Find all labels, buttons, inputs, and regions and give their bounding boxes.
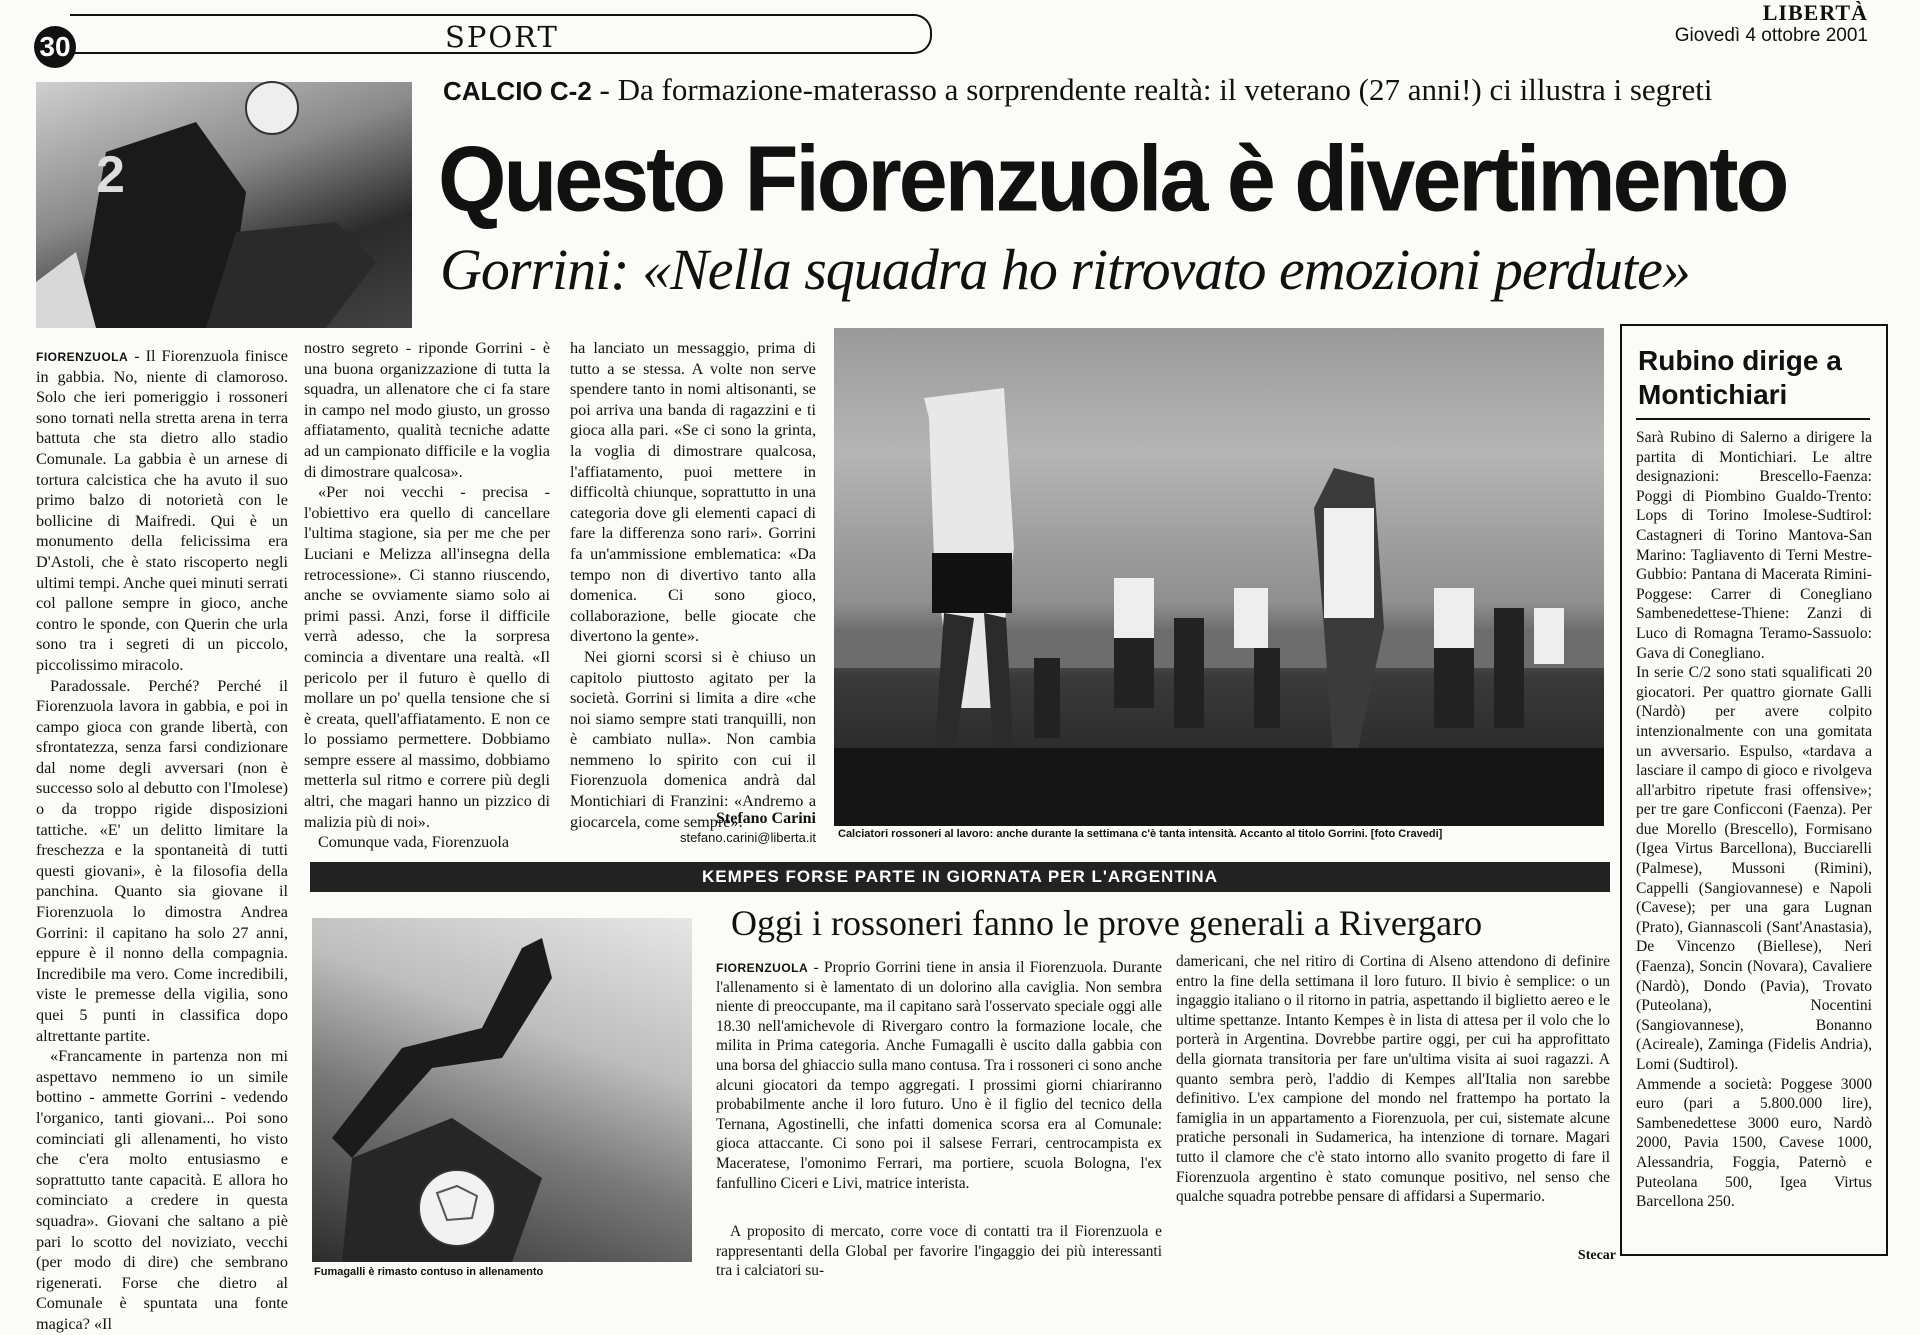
- page-number: 30: [34, 26, 76, 68]
- masthead: LIBERTÀ: [1762, 0, 1868, 25]
- kicker: [443, 72, 1883, 108]
- issue-date: Giovedì 4 ottobre 2001: [1674, 25, 1868, 46]
- match-photo-art: [36, 82, 412, 328]
- headline: Questo Fiorenzuola è divertimento: [438, 126, 1787, 231]
- goalkeeper-photo: [312, 918, 692, 1262]
- subheadline: Gorrini: «Nella squadra ho ritrovato emozioni perdute»: [440, 237, 1690, 302]
- paragraph: Nei giorni scorsi si è chiuso un capitolo piuttosto agitato per la società. Gorrini si limita a dire «che noi siamo sempre stati tranquilli, non è cambiato nulla». Non cambia nemmeno lo spirito con cui il Fiorenzuola domenica andrà dal Montichiari di Franzini: «Andremo a giocarcela, come sempre».: [570, 647, 816, 831]
- kicker-text: - Da formazione-materasso a sorprendente realtà: il veterano (27 anni!) ci illustra i segreti: [591, 72, 1713, 107]
- dateline: FIORENZUOLA: [36, 350, 129, 364]
- svg-text:2: 2: [96, 146, 125, 204]
- goalkeeper-photo-caption: Fumagalli è rimasto contuso in allenamento: [314, 1266, 544, 1278]
- sidebar-title: Rubino dirige a Montichiari: [1638, 345, 1842, 410]
- paragraph: In serie C/2 sono stati squalificati 20 giocatori. Per quattro giornate Galli (Nardò) per avere colpito intenzionalmente con una gomitata un avversario. Espulso, «tardava a lasciare il campo di gioco e rivolgeva all'arbitro ripetute frasi offensive»; per tre gare Conficconi (Faenza). Per due Morello (Brescello), Formisano (Igea Virtus Barcellona), Bucciarelli (Palmese), Mussoni (Rimini), Cappelli (Sangiovannese) e Napoli (Cavese); per una gara Lugnan (Prato), Giannascoli (Sant'Anastasia), De Vincenzo (Biellese), Neri (Faenza), Soncin (Novara), Cavaliere (Nardò), Dondo (Pavia), Trovato (Puteolana), Nocentini (Sangiovannese), Bonanno (Acireale), Zaminga (Fidelis Andria), Lomi (Sudtirol).: [1636, 664, 1872, 1073]
- paragraph: «Francamente in partenza non mi aspettavo nemmeno io un simile bottino - ammette Gorrini - vedendo l'organico, tanti giovani... Poi sono cominciati gli allenamenti, ho visto che c'era molto entusiasmo e soprattutto tante capacità. E allora ho cominciato a credere in questa squadra». Giovani che saltano a piè pari lo scotto del noviziato, vecchi (per modo di dire) che sembrano rigenerati. Forse che dietro al Comunale è spuntata una fonte magica? «Il: [36, 1047, 288, 1333]
- second-dateline: FIORENZUOLA: [716, 961, 809, 975]
- paragraph: ha lanciato un messaggio, prima di tutto a se stessa. A volte non serve spendere tanto in nomi altisonanti, se poi arriva una banda di ragazzini e ti gioca alla pari. «Se ci sono la grinta, la voglia di dimostrare qualcosa, l'affiatamento, puoi mettere in difficoltà chiunque, soprattutto in una categoria dove gli elementi capaci di fare la differenza sono rari». Gorrini fa un'ammissione emblematica: «Da tempo non di divertivo tanto alla domenica. Ci sono gioco, collaborazione, belle giocate che divertono la gente».: [570, 339, 816, 646]
- match-photo: [36, 82, 412, 328]
- sidebar-text: [1636, 428, 1872, 1248]
- paragraph: «Per noi vecchi - precisa - l'obiettivo era quello di cancellare l'ultima stagione, sia per me che per Luciani e Melizza all'insegna della retrocessione». Ci stanno riuscendo, anche se ovviamente siamo solo ai primi passi. Anzi, forse il difficile verrà adesso, che la sorpresa comincia a diventare una realtà. «Il pericolo per il futuro è quello di mollare un po' quella tensione che si è creata, quell'affiatamento. E non ce lo possiamo permettere. Dobbiamo sempre essere al massimo, dobbiamo metterla sul ritmo e correre più degli altri, che magari hanno un pizzico di malizia più di noi».: [304, 483, 550, 831]
- paragraph: nostro segreto - riponde Gorrini - è una buona organizzazione di tutta la squadra, un allenatore che ci fa stare in campo nel modo giusto, un grosso affiatamento, qualità tecniche adatte ad un campionato difficile e la voglia di dimostrare qualcosa».: [304, 339, 550, 481]
- training-photo-art: [834, 328, 1604, 826]
- goalkeeper-photo-art: [312, 918, 692, 1262]
- paragraph: damericani, che nel ritiro di Cortina di Alseno attendono di definire entro la fine della settimana il loro futuro. Il bivio è semplice: o un ingaggio italiano o il ritorno in patria, aspettando il biglietto aereo e le ultime spettanze. Intanto Kempes è in lista di attesa per il volo che lo porterà in Argentina. Dovrebbe partire oggi, per cui ha approfittato della giornata transitoria per fare un'ultima visita ai suoi ragazzi. A quanto sembra però, l'addio di Kempes all'Italia non sarebbe definitivo. L'ex campione del mondo nel frattempo ha portato la famiglia in un appartamento a Fiorenzuola, per cui, sistemate alcune pratiche personali in Sudamerica, ha intenzione di tornare. Magari tutto il clamore che c'è stato intorno allo svanito progetto di fare il Fiorenzuola argentino è stato comunque positivo, nel senso che qualche squadra potrebbe pensare di affidarsi a Supermario.: [1176, 953, 1610, 1206]
- sidebar-rule: [1636, 418, 1870, 420]
- second-article-column-2: [1176, 952, 1610, 1248]
- section-label: SPORT: [445, 20, 559, 54]
- training-photo: [834, 328, 1604, 826]
- paragraph: Ammende a società: Poggese 3000 euro (pari a 5.800.000 lire), Sambenedettese 3000 euro, Nardò 2000, Pavia 1500, Cavese 1000, Alessandria, Foggia, Paternò e Puteolana 500, Igea Virtus Barcellona 250.: [1636, 1075, 1872, 1211]
- paragraph: FIORENZUOLA - Proprio Gorrini tiene in ansia il Fiorenzuola. Durante l'allenamento si è lamentato di un dolorino alla caviglia. Non sembra niente di preoccupante, ma il capitano sarà l'osservato speciale oggi alle 18.30 nell'amichevole di Rivergaro contro la formazione locale, che milita in Prima categoria. Anche Fumagalli è uscito dalla gabbia con una borsa del ghiaccio sulla mano contusa. Tra i rossoneri ci sono anche alcuni giocatori da tempo aggregati. I prossimi giorni chiariranno probabilmente anche il loro futuro. Uno è il figlio del tecnico della Ternana, Agostinelli, che infatti domenica scorsa era al Comunale: gioca attaccante. Ci sono poi il salsese Ferrari, centrocampista ex Maceratese, l'omonimo Ferrari, ma portiere, scuola Bologna, l'ex fanfullino Ciceri e Livi, matrice interista.: [716, 959, 1162, 1192]
- training-photo-caption: Calciatori rossoneri al lavoro: anche durante la settimana c'è tanta intensità. Accanto al titolo Gorrini. [foto Cravedi]: [838, 828, 1443, 840]
- second-article-column-1b: [716, 1222, 1162, 1278]
- second-headline: Oggi i rossoneri fanno le prove generali a Rivergaro: [731, 903, 1483, 943]
- author-email: stefano.carini@liberta.it: [679, 830, 816, 845]
- article-column-1: [36, 346, 288, 1333]
- paragraph: A proposito di mercato, corre voce di contatti tra il Fiorenzuola e rappresentanti della Global per favorire l'ingaggio dei più interessanti tra i calciatori su-: [716, 1223, 1162, 1280]
- paragraph: Paradossale. Perché? Perché il Fiorenzuola lavora in gabbia, e poi in campo gioca con grande libertà, con sfrontatezza, senza farsi condizionare dal nome degli avversari (non è successo solo al debutto con l'Imolese) o da troppo rigide disposizioni tattiche. «E' un delitto limitare la freschezza e la spontaneità di tutti questi giovani», è la filosofia della panchina. Quanto sia giovane il Fiorenzuola lo dimostra Andrea Gorrini: il capitano ha solo 27 anni, eppure è il nonno della compagnia. Incredibile ma vero. Come incredibili, viste le premesse della vigilia, sono quei 5 punti in classifica dopo altrettante partite.: [36, 676, 288, 1045]
- paragraph: Comunque vada, Fiorenzuola: [318, 833, 510, 852]
- article-column-2: [304, 338, 550, 858]
- kicker-label: CALCIO C-2: [443, 76, 592, 106]
- paragraph: FIORENZUOLA - Il Fiorenzuola finisce in gabbia. No, niente di clamoroso. Solo che ieri pomeriggio i rossoneri sono tornati nella stretta arena in terra battuta che sta dietro allo stadio Comunale. La gabbia è un arnese di tortura calcistica che ha avuto il suo primo balzo di notorietà con le bollicine di Maifredi. Qui è un monumento della felicissima era D'Astoli, che è stato riscoperto negli ultimi tempi. Anche quei minuti serrati col pallone sempre in gioco, anche contro le sponde, con Querin che urla sono tra i segreti di un piccolo, piccolissimo miracolo.: [36, 347, 288, 674]
- author-byline: Stefano Carini: [716, 810, 816, 827]
- paragraph: Sarà Rubino di Salerno a dirigere la partita di Montichiari. Le altre designazioni: Brescello-Faenza: Poggi di Piombino Gualdo-Trento: Lops di Torino Imolese-Sudtirol: Castagneri di Torino Mantova-San Marino: Tagliavento di Terni Mestre-Gubbio: Pantana di Macerata Rimini-Poggese: Carrer di Conegliano Sambenedettese-Thiene: Zanzi di Luco di Romagna Teramo-Sassuolo: Gava di Conegliano.: [1636, 429, 1872, 662]
- second-article-column-1: [716, 958, 1162, 1208]
- kempes-banner: KEMPES FORSE PARTE IN GIORNATA PER L'ARGENTINA: [310, 862, 1610, 892]
- second-signature: Stecar: [1577, 1248, 1616, 1263]
